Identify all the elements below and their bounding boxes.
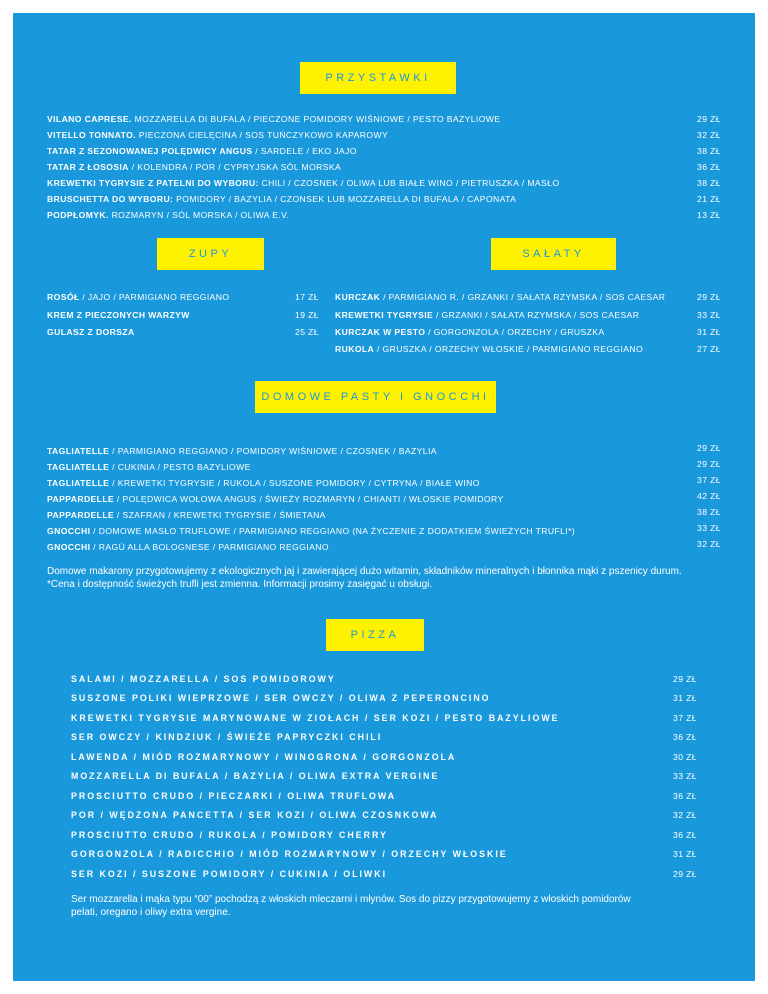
item-desc: / KOLENDRA / POR / CYPRYJSKA SÓL MORSKA	[128, 162, 342, 172]
item-price: 29 ZŁ	[697, 292, 721, 302]
item-price: 30 ZŁ	[673, 752, 697, 762]
menu-item	[335, 290, 665, 304]
menu-item	[47, 444, 437, 458]
item-name: TATAR Z ŁOSOSIA	[47, 162, 129, 172]
item-desc: / SARDELE / EKO JAJO	[252, 146, 357, 156]
item-desc: / PARMIGIANO REGGIANO / POMIDORY WIŚNIOWE / CZOSNEK / BAZYLIA	[109, 446, 437, 456]
item-desc: ROZMARYN / SÓL MORSKA / OLIWA E.V.	[108, 210, 290, 220]
item-name: TAGLIATELLE	[47, 462, 110, 472]
item-price: 29 ZŁ	[673, 869, 697, 879]
pizza-item: SUSZONE POLIKI WIEPRZOWE / SER OWCZY / OLIWA Z PEPERONCINO	[71, 693, 491, 703]
pizza-note-line-2: pelati, oregano i oliwy extra vergine.	[71, 907, 231, 918]
item-desc: PIECZONA CIELĘCINA / SOS TUŃCZYKOWO KAPAROWY	[136, 130, 389, 140]
menu-item	[47, 128, 388, 142]
pizza-item: SER OWCZY / KINDZIUK / ŚWIEŻE PAPRYCZKI CHILI	[71, 732, 383, 742]
item-desc: / SZAFRAN / KREWETKI TYGRYSIE / ŚMIETANA	[114, 510, 326, 520]
menu-item	[47, 308, 190, 322]
item-price: 31 ZŁ	[673, 849, 697, 859]
menu-item	[335, 325, 605, 339]
section-banner-pizza: PIZZA	[326, 619, 424, 651]
item-name: BRUSCHETTA DO WYBORU:	[47, 194, 174, 204]
item-desc: CHILI / CZOSNEK / OLIWA LUB BIAŁE WINO / PIETRUSZKA / MASŁO	[258, 178, 560, 188]
menu-item	[47, 208, 289, 222]
pizza-item: KREWETKI TYGRYSIE MARYNOWANE W ZIOŁACH / SER KOZI / PESTO BAZYLIOWE	[71, 713, 560, 723]
item-price: 17 ZŁ	[295, 292, 319, 302]
item-name: KREM Z PIECZONYCH WARZYW	[47, 310, 190, 320]
item-name: TAGLIATELLE	[47, 446, 110, 456]
item-price: 33 ZŁ	[673, 771, 697, 781]
item-name: KURCZAK	[335, 292, 381, 302]
item-name: VILANO CAPRESE.	[47, 114, 132, 124]
pizza-item: PROSCIUTTO CRUDO / RUKOLA / POMIDORY CHERRY	[71, 830, 388, 840]
pizza-item: LAWENDA / MIÓD ROZMARYNOWY / WINOGRONA / GORGONZOLA	[71, 752, 457, 762]
item-price: 19 ZŁ	[295, 310, 319, 320]
item-name: TAGLIATELLE	[47, 478, 110, 488]
item-name: KURCZAK W PESTO	[335, 327, 426, 337]
pizza-note-line-1: Ser mozzarella i mąka typu “00” pochodzą z włoskich mleczarni i młynów. Sos do pizzy przygotowujemy z włoskich pomidorów	[71, 894, 631, 905]
item-price: 37 ZŁ	[697, 475, 721, 485]
menu-item	[47, 144, 357, 158]
item-price: 36 ZŁ	[673, 791, 697, 801]
section-banner-przystawki: PRZYSTAWKI	[300, 62, 456, 94]
item-price: 27 ZŁ	[697, 344, 721, 354]
item-price: 29 ZŁ	[697, 459, 721, 469]
menu-item	[47, 460, 251, 474]
item-price: 38 ZŁ	[697, 178, 721, 188]
item-desc: / GRUSZKA / ORZECHY WŁOSKIE / PARMIGIANO REGGIANO	[374, 344, 644, 354]
item-price: 36 ZŁ	[697, 162, 721, 172]
item-desc: / GORGONZOLA / ORZECHY / GRUSZKA	[425, 327, 605, 337]
menu-item	[47, 290, 229, 304]
section-banner-salaty: SAŁATY	[491, 238, 616, 270]
item-price: 36 ZŁ	[673, 830, 697, 840]
item-price: 29 ZŁ	[697, 443, 721, 453]
item-name: VITELLO TONNATO.	[47, 130, 136, 140]
item-price: 31 ZŁ	[697, 327, 721, 337]
menu-item	[335, 342, 643, 356]
pizza-item: SER KOZI / SUSZONE POMIDORY / CUKINIA / OLIWKI	[71, 869, 388, 879]
pasta-note-line-2: *Cena i dostępność świeżych trufli jest zmienna. Informacji prosimy zasięgać u obsługi.	[47, 579, 433, 590]
item-price: 37 ZŁ	[673, 713, 697, 723]
item-price: 42 ZŁ	[697, 491, 721, 501]
menu-item	[47, 476, 480, 490]
item-desc: / CUKINIA / PESTO BAZYLIOWE	[109, 462, 251, 472]
item-price: 32 ZŁ	[673, 810, 697, 820]
pizza-item: POR / WĘDZONA PANCETTA / SER KOZI / OLIWA CZOSNKOWA	[71, 810, 439, 820]
section-banner-pasty: DOMOWE PASTY I GNOCCHI	[255, 381, 496, 413]
item-name: PAPPARDELLE	[47, 494, 115, 504]
pizza-item: PROSCIUTTO CRUDO / PIECZARKI / OLIWA TRUFLOWA	[71, 791, 397, 801]
section-banner-zupy: ZUPY	[157, 238, 264, 270]
menu-item	[335, 308, 639, 322]
menu-item	[47, 508, 326, 522]
item-price: 38 ZŁ	[697, 146, 721, 156]
item-name: GNOCCHI	[47, 526, 91, 536]
item-desc: / RAGÙ ALLA BOLOGNESE / PARMIGIANO REGGIANO	[90, 542, 329, 552]
item-price: 38 ZŁ	[697, 507, 721, 517]
item-price: 33 ZŁ	[697, 523, 721, 533]
item-price: 21 ZŁ	[697, 194, 721, 204]
item-desc: / KREWETKI TYGRYSIE / RUKOLA / SUSZONE POMIDORY / CYTRYNA / BIAŁE WINO	[109, 478, 480, 488]
item-desc: / JAJO / PARMIGIANO REGGIANO	[79, 292, 230, 302]
menu-item	[47, 160, 341, 174]
pizza-item: MOZZARELLA DI BUFALA / BAZYLIA / OLIWA EXTRA VERGINE	[71, 771, 440, 781]
pizza-item: SALAMI / MOZZARELLA / SOS POMIDOROWY	[71, 674, 336, 684]
item-name: KREWETKI TYGRYSIE Z PATELNI DO WYBORU:	[47, 178, 259, 188]
item-name: KREWETKI TYGRYSIE	[335, 310, 434, 320]
item-name: PAPPARDELLE	[47, 510, 115, 520]
item-price: 13 ZŁ	[697, 210, 721, 220]
item-desc: / DOMOWE MASŁO TRUFLOWE / PARMIGIANO REGGIANO (NA ŻYCZENIE Z DODATKIEM ŚWIEŻYCH TRUFLI*)	[90, 526, 576, 536]
item-name: TATAR Z SEZONOWANEJ POLĘDWICY ANGUS	[47, 146, 253, 156]
menu-item	[47, 540, 329, 554]
item-price: 36 ZŁ	[673, 732, 697, 742]
pizza-item: GORGONZOLA / RADICCHIO / MIÓD ROZMARYNOWY / ORZECHY WŁOSKIE	[71, 849, 508, 859]
item-name: PODPŁOMYK.	[47, 210, 109, 220]
item-price: 29 ZŁ	[697, 114, 721, 124]
menu-item	[47, 524, 575, 538]
menu-item	[47, 176, 559, 190]
item-price: 33 ZŁ	[697, 310, 721, 320]
item-price: 29 ZŁ	[673, 674, 697, 684]
menu-sheet	[13, 13, 755, 981]
pasta-note-line-1: Domowe makarony przygotowujemy z ekologicznych jaj i zawierającej dużo witamin, składników mineralnych i błonnika mąki z pszenicy durum.	[47, 566, 682, 577]
menu-item	[47, 192, 516, 206]
menu-item	[47, 492, 504, 506]
item-name: ROSÓŁ	[47, 292, 80, 302]
item-desc: MOZZARELLA DI BUFALA / PIECZONE POMIDORY WIŚNIOWE / PESTO BAZYLIOWE	[131, 114, 501, 124]
item-desc: POMIDORY / BAZYLIA / CZONSEK LUB MOZZARELLA DI BUFALA / CAPONATA	[173, 194, 517, 204]
item-desc: / GRZANKI / SAŁATA RZYMSKA / SOS CAESAR	[433, 310, 640, 320]
item-price: 31 ZŁ	[673, 693, 697, 703]
item-desc: / POLĘDWICA WOŁOWA ANGUS / ŚWIEŻY ROZMARYN / CHIANTI / WŁOSKIE POMIDORY	[114, 494, 504, 504]
item-price: 32 ZŁ	[697, 539, 721, 549]
item-name: RUKOLA	[335, 344, 375, 354]
item-price: 32 ZŁ	[697, 130, 721, 140]
item-desc: / PARMIGIANO R. / GRZANKI / SAŁATA RZYMSKA / SOS CAESAR	[380, 292, 666, 302]
item-name: GULASZ Z DORSZA	[47, 327, 135, 337]
item-name: GNOCCHI	[47, 542, 91, 552]
menu-item	[47, 325, 135, 339]
item-price: 25 ZŁ	[295, 327, 319, 337]
menu-item	[47, 112, 500, 126]
